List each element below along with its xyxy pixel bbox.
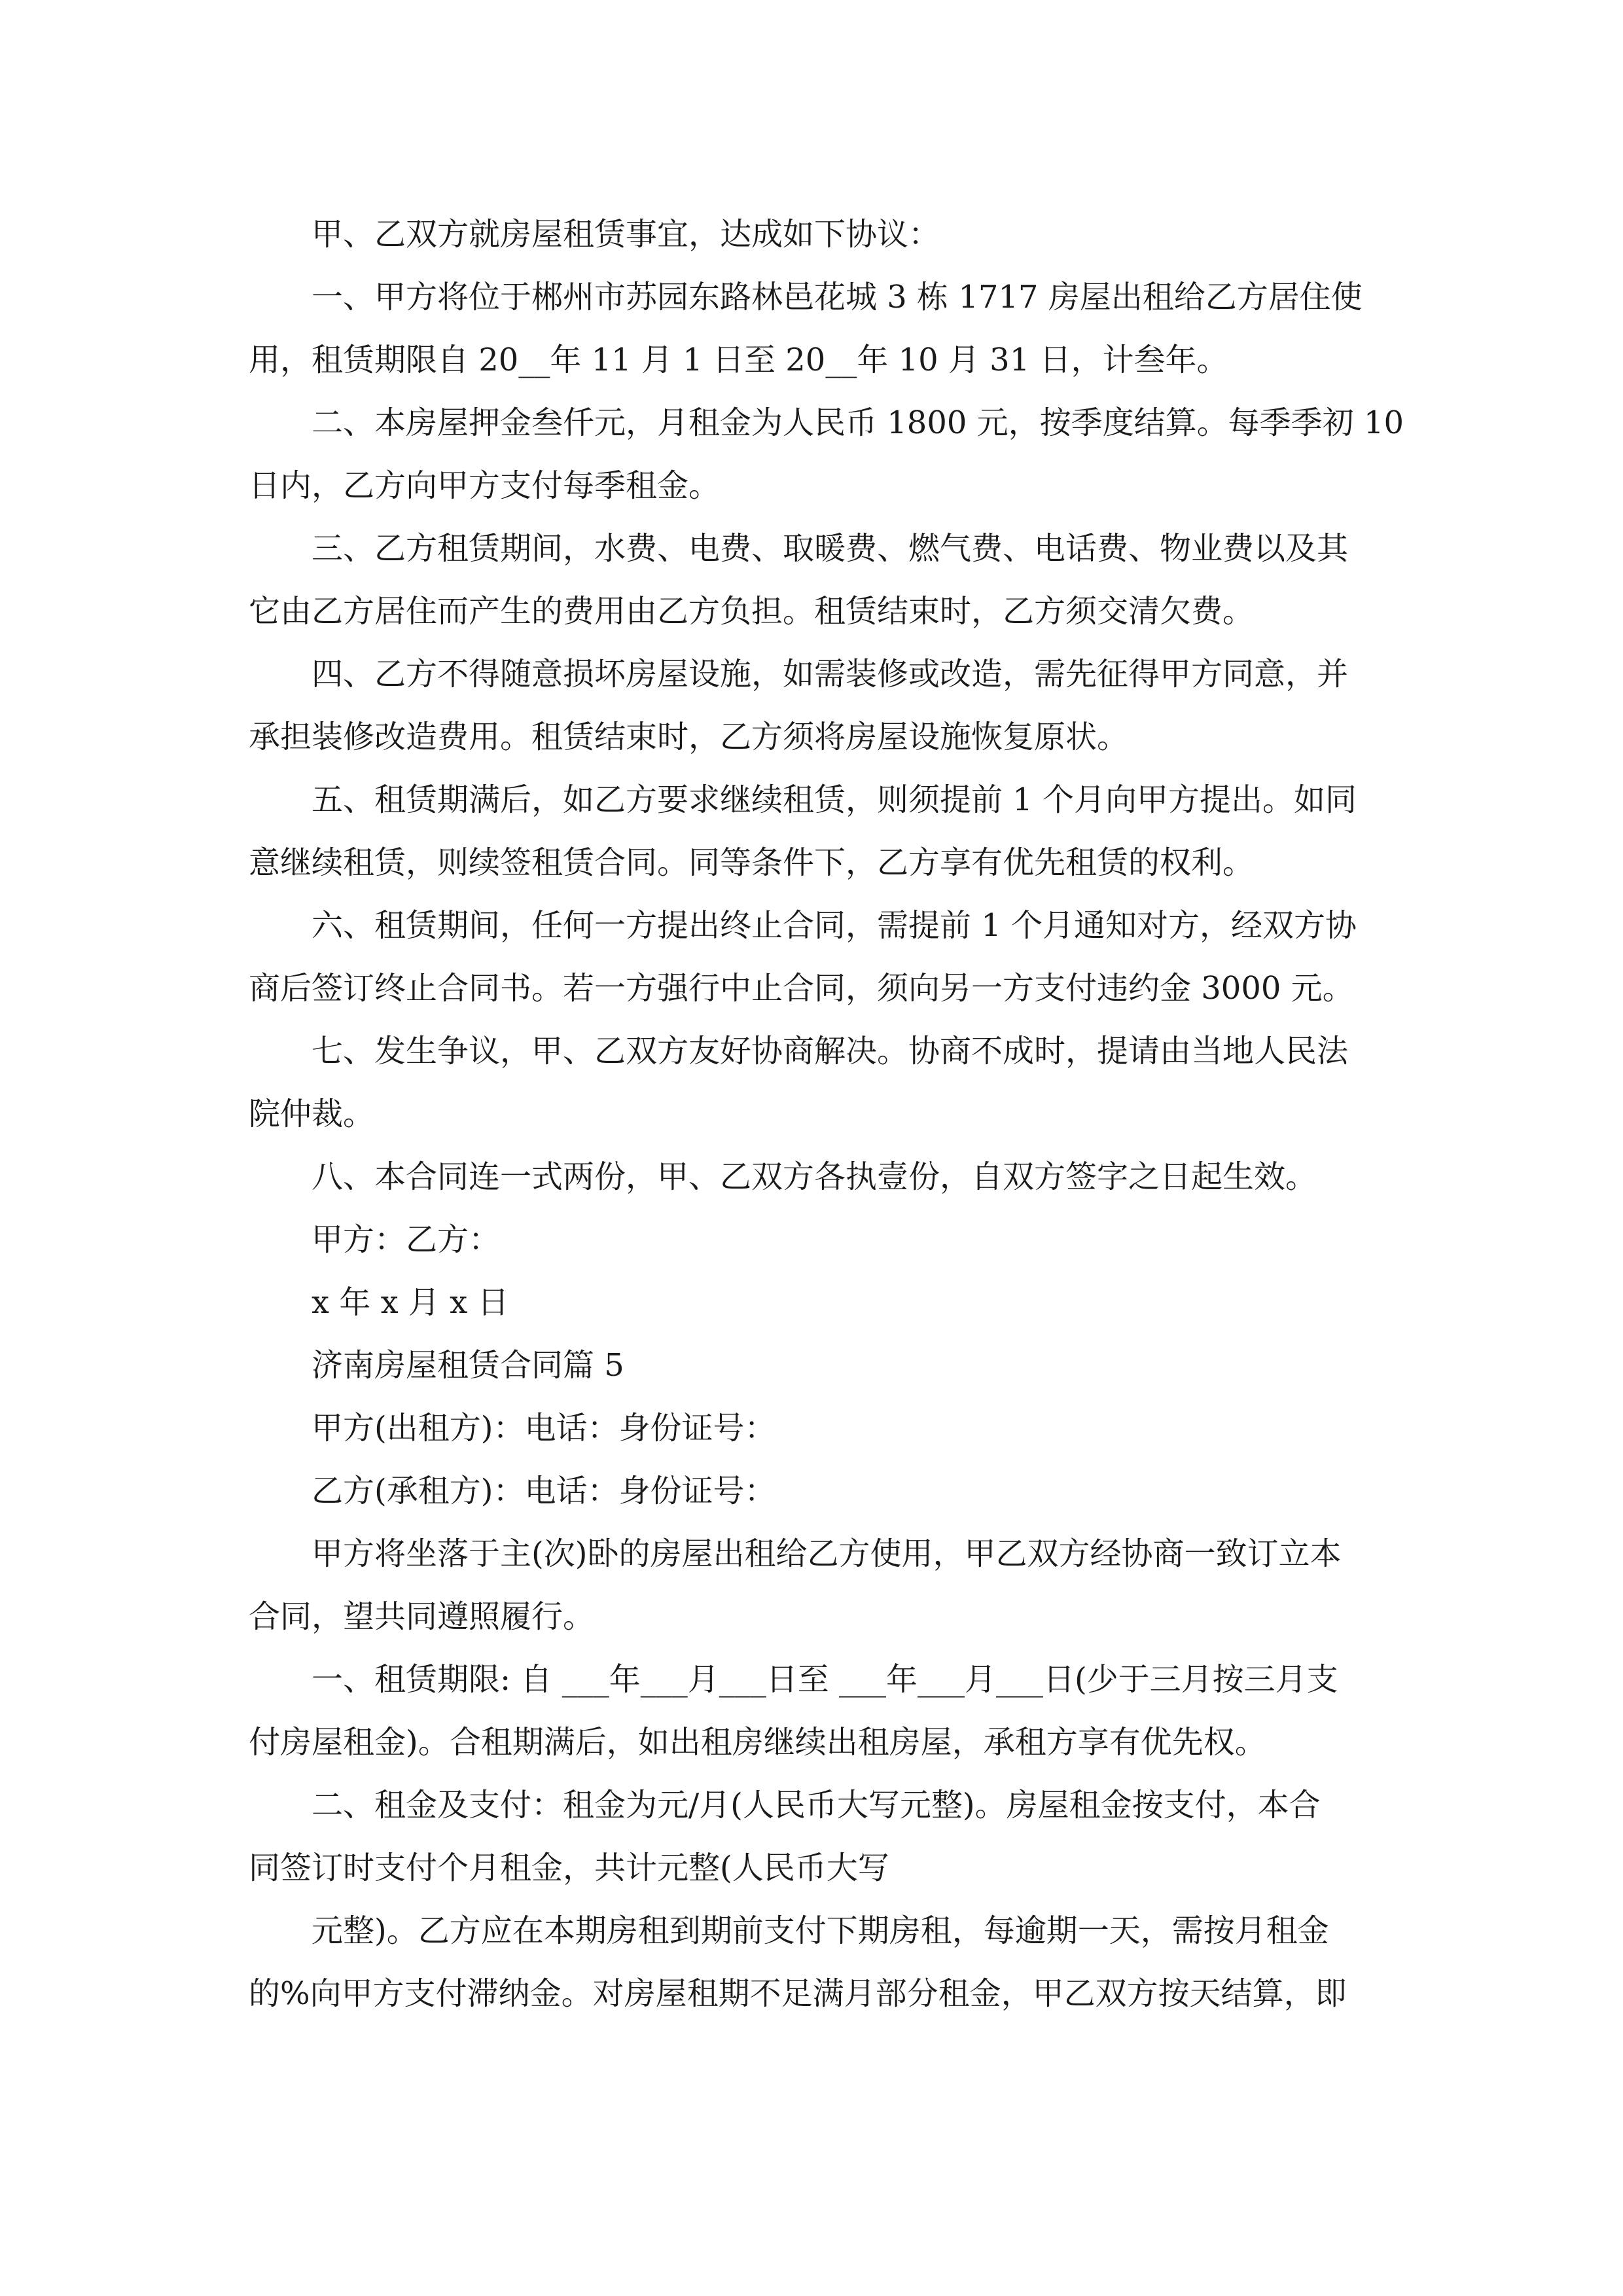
paragraph-line: 院仲裁。 [249, 1096, 375, 1132]
paragraph-line: 同签订时支付个月租金，共计元整(人民币大写 [249, 1850, 889, 1886]
paragraph-line: 它由乙方居住而产生的费用由乙方负担。租赁结束时，乙方须交清欠费。 [249, 593, 1255, 630]
paragraph-line: 一、甲方将位于郴州市苏园东路林邑花城 3 栋 1717 房屋出租给乙方居住使 [312, 279, 1363, 315]
paragraph-line: 一、租赁期限: 自 ___年___月___日至 ___年___月___日(少于三月按三月支 [312, 1661, 1338, 1698]
paragraph-line: 意继续租赁，则续签租赁合同。同等条件下，乙方享有优先租赁的权利。 [249, 844, 1255, 881]
paragraph-line: 的%向甲方支付滞纳金。对房屋租期不足满月部分租金，甲乙双方按天结算，即 [249, 1975, 1347, 2012]
paragraph-line: 甲、乙双方就房屋租赁事宜，达成如下协议： [312, 216, 940, 253]
paragraph-line: 五、租赁期满后，如乙方要求继续租赁，则须提前 1 个月向甲方提出。如同 [312, 781, 1357, 818]
paragraph-line: 日内，乙方向甲方支付每季租金。 [249, 467, 721, 504]
signature-line: 甲方：乙方： [312, 1221, 501, 1258]
paragraph-line: 合同，望共同遵照履行。 [249, 1598, 595, 1635]
paragraph-line: 商后签订终止合同书。若一方强行中止合同，须向另一方支付违约金 3000 元。 [249, 970, 1354, 1007]
paragraph-line: 用，租赁期限自 20__年 11 月 1 日至 20__年 10 月 31 日，计叁年。 [249, 342, 1228, 378]
paragraph-line: 二、本房屋押金叁仟元，月租金为人民币 1800 元，按季度结算。每季季初 10 [312, 404, 1404, 441]
party-b-line: 乙方(承租方)：电话：身份证号： [312, 1473, 776, 1509]
party-a-line: 甲方(出租方)：电话：身份证号： [312, 1410, 776, 1446]
paragraph-line: 付房屋租金)。合租期满后，如出租房继续出租房屋，承租方享有优先权。 [249, 1724, 1266, 1761]
section-title: 济南房屋租赁合同篇 5 [312, 1347, 624, 1384]
paragraph-line: 甲方将坐落于主(次)卧的房屋出租给乙方使用，甲乙双方经协商一致订立本 [312, 1535, 1342, 1572]
paragraph-line: 承担装修改造费用。租赁结束时，乙方须将房屋设施恢复原状。 [249, 719, 1129, 755]
document-body [249, 203, 1404, 2025]
paragraph-line: 七、发生争议，甲、乙双方友好协商解决。协商不成时，提请由当地人民法 [312, 1033, 1349, 1069]
paragraph-line: 六、租赁期间，任何一方提出终止合同，需提前 1 个月通知对方，经双方协 [312, 907, 1357, 944]
date-line: x 年 x 月 x 日 [312, 1284, 509, 1321]
paragraph-line: 八、本合同连一式两份，甲、乙双方各执壹份，自双方签字之日起生效。 [312, 1158, 1317, 1195]
paragraph-line: 元整)。乙方应在本期房租到期前支付下期房租，每逾期一天，需按月租金 [312, 1912, 1329, 1949]
paragraph-line: 三、乙方租赁期间，水费、电费、取暖费、燃气费、电话费、物业费以及其 [312, 530, 1349, 567]
paragraph-line: 四、乙方不得随意损坏房屋设施，如需装修或改造，需先征得甲方同意，并 [312, 656, 1349, 692]
paragraph-line: 二、租金及支付：租金为元/月(人民币大写元整)。房屋租金按支付，本合 [312, 1787, 1321, 1823]
